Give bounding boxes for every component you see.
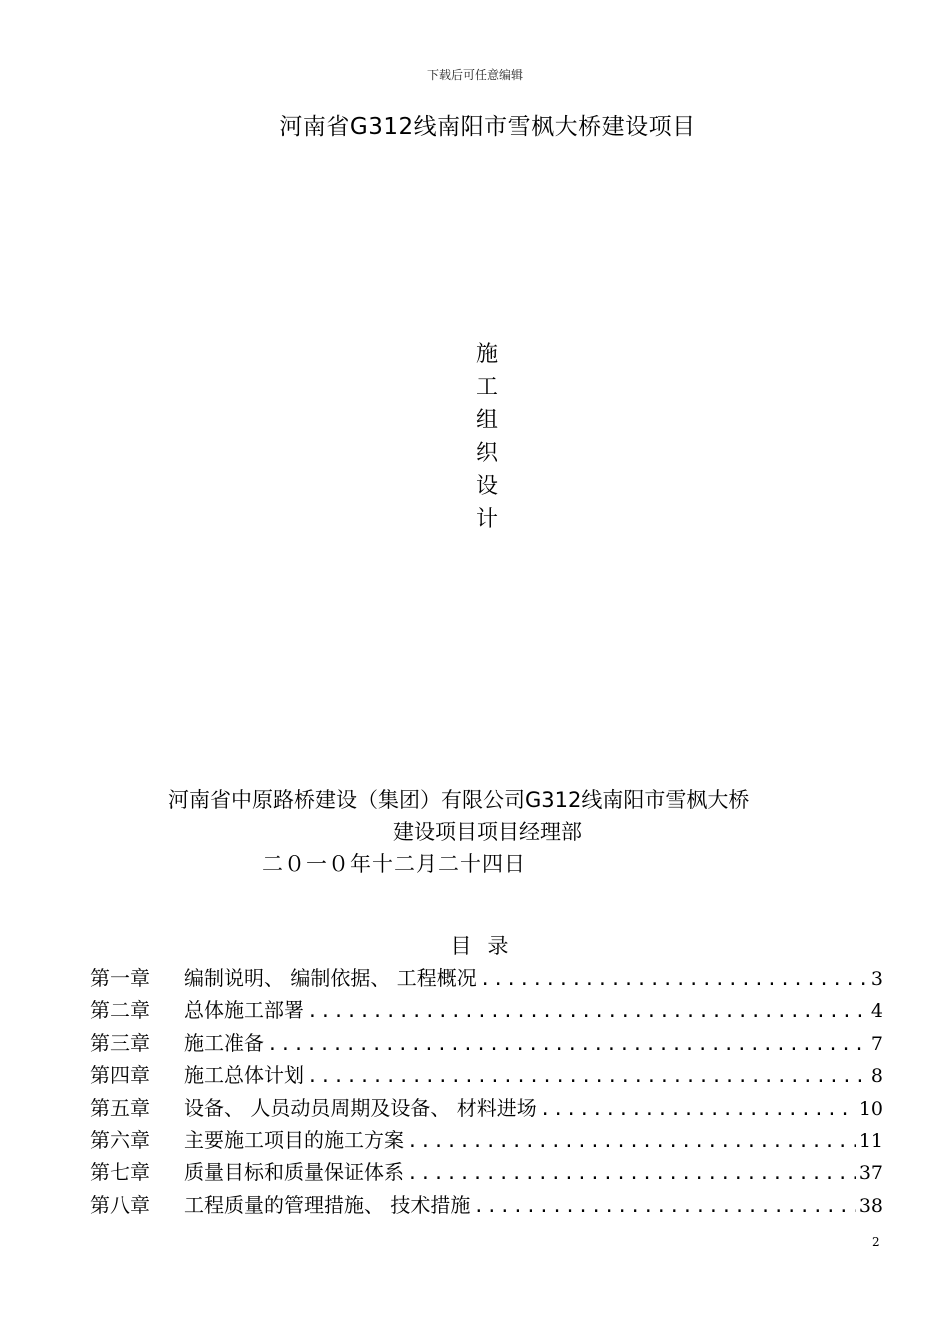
toc-leader-dots xyxy=(473,1196,855,1217)
toc-page-number: 38 xyxy=(858,1194,883,1217)
toc-page-number: 37 xyxy=(858,1162,883,1185)
toc-entry-title: 总体施工部署 xyxy=(184,998,304,1023)
header-note: 下载后可任意编辑 xyxy=(426,68,523,82)
toc-page-number: 10 xyxy=(858,1097,883,1120)
toc-entry[interactable] xyxy=(90,1189,883,1221)
toc-leader-dots xyxy=(407,1131,856,1152)
toc-entry[interactable] xyxy=(90,1156,883,1188)
toc-chapter: 第一章 xyxy=(90,966,150,990)
document-title-char: 工 xyxy=(475,375,498,400)
toc-chapter: 第八章 xyxy=(90,1192,150,1217)
toc-entry-title: 设备、 人员动员周期及设备、 材料进场 xyxy=(184,1095,537,1120)
document-title-char: 设 xyxy=(475,474,498,499)
toc-title: 目录 xyxy=(450,934,525,958)
toc-entry[interactable] xyxy=(90,1124,883,1156)
document-title-char: 织 xyxy=(475,441,498,466)
organization-line-2: 建设项目项目经理部 xyxy=(393,820,582,844)
toc-entry[interactable] xyxy=(90,1059,883,1091)
toc-leader-dots xyxy=(480,969,868,990)
toc-entry-title: 编制说明、 编制依据、 工程概况 xyxy=(184,966,477,990)
toc-leader-dots xyxy=(307,1001,868,1022)
document-title-char: 计 xyxy=(475,507,498,532)
toc-page-number: 7 xyxy=(870,1032,883,1055)
project-title: 河南省G312线南阳市雪枫大桥建设项目 xyxy=(279,114,696,140)
document-date: 二０一０年十二月二十四日 xyxy=(262,852,526,876)
page-number: 2 xyxy=(872,1235,880,1249)
document-title-vertical xyxy=(472,338,502,536)
toc-entry[interactable] xyxy=(90,994,883,1026)
toc-chapter: 第六章 xyxy=(90,1127,150,1152)
toc-leader-dots xyxy=(540,1099,856,1120)
organization-line-1: 河南省中原路桥建设（集团）有限公司G312线南阳市雪枫大桥 xyxy=(168,788,750,812)
toc-page-number: 4 xyxy=(870,1000,883,1023)
toc-leader-dots xyxy=(407,1163,856,1184)
toc-page-number: 8 xyxy=(870,1065,883,1088)
toc-page-number: 3 xyxy=(870,968,883,990)
toc-chapter: 第三章 xyxy=(90,1030,150,1055)
toc-entry[interactable] xyxy=(90,1027,883,1059)
toc-page-number: 11 xyxy=(858,1129,883,1152)
toc-chapter: 第四章 xyxy=(90,1063,150,1088)
toc-entry-title: 质量目标和质量保证体系 xyxy=(184,1160,404,1185)
toc-entry-title: 施工准备 xyxy=(184,1030,264,1055)
toc-entry[interactable] xyxy=(90,962,883,994)
toc-chapter: 第七章 xyxy=(90,1160,150,1185)
table-of-contents xyxy=(90,962,883,1221)
toc-entry[interactable] xyxy=(90,1092,883,1124)
document-title-char: 施 xyxy=(475,342,498,367)
toc-leader-dots xyxy=(267,1034,868,1055)
toc-chapter: 第二章 xyxy=(90,998,150,1023)
toc-entry-title: 主要施工项目的施工方案 xyxy=(184,1127,404,1152)
toc-entry-title: 施工总体计划 xyxy=(184,1063,304,1088)
toc-entry-title: 工程质量的管理措施、 技术措施 xyxy=(184,1192,471,1217)
document-title-char: 组 xyxy=(475,408,498,433)
toc-leader-dots xyxy=(307,1066,868,1087)
toc-chapter: 第五章 xyxy=(90,1095,150,1120)
